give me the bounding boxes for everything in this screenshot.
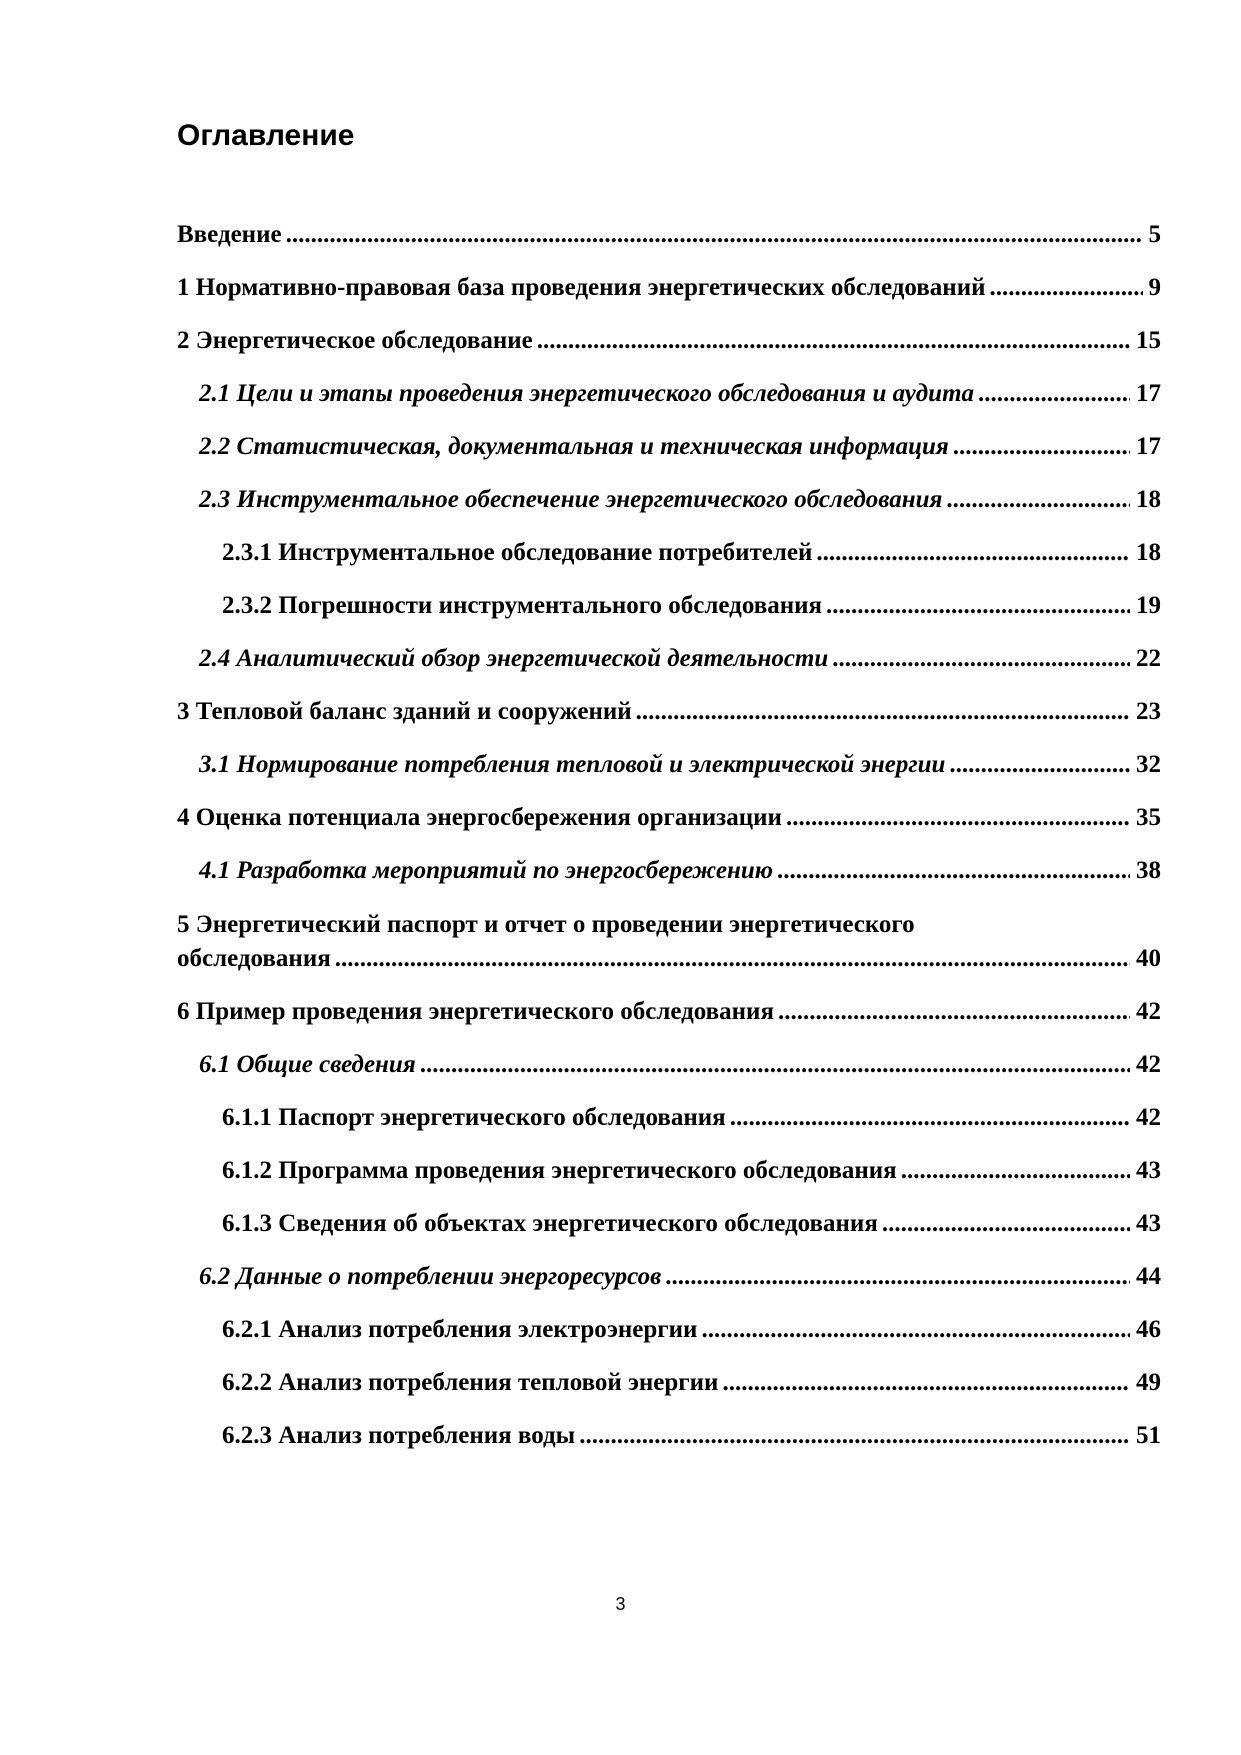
toc-entry[interactable]	[177, 942, 1161, 976]
toc-entry-page: 46	[1136, 1316, 1161, 1343]
toc-dot-leader	[722, 1366, 1130, 1400]
toc-dot-leader	[701, 1313, 1130, 1347]
toc-entry-page: 15	[1136, 327, 1161, 354]
toc-dot-leader	[665, 1260, 1130, 1294]
toc-entry-page: 44	[1136, 1263, 1161, 1290]
toc-dot-leader	[286, 218, 1143, 252]
toc-entry-page: 43	[1136, 1210, 1161, 1237]
toc-entry-title: 6 Пример проведения энергетического обследования	[177, 998, 774, 1025]
toc-dot-leader	[826, 589, 1130, 623]
toc-entry-title: 3.1 Нормирование потребления тепловой и электрической энергии	[199, 751, 946, 778]
toc-entry[interactable]	[199, 748, 1161, 782]
toc-entry-title-line[interactable]: 5 Энергетический паспорт и отчет о проведении энергетического	[177, 911, 915, 938]
toc-dot-leader	[786, 801, 1130, 835]
toc-entry[interactable]	[199, 642, 1161, 676]
toc-dot-leader	[882, 1207, 1130, 1241]
toc-entry-title: 3 Тепловой баланс зданий и сооружений	[177, 698, 632, 725]
toc-entry[interactable]	[199, 377, 1161, 411]
toc-dot-leader	[335, 942, 1130, 976]
toc-entry-title: 6.2.2 Анализ потребления тепловой энергии	[222, 1369, 719, 1396]
toc-entry-title: 2.1 Цели и этапы проведения энергетического обследования и аудита	[199, 380, 975, 407]
toc-entry[interactable]	[222, 1154, 1161, 1188]
toc-dot-leader	[946, 483, 1130, 517]
toc-dot-leader	[420, 1048, 1130, 1082]
toc-entry-title: 2.2 Статистическая, документальная и техническая информация	[199, 433, 949, 460]
toc-entry[interactable]	[177, 995, 1161, 1029]
toc-dot-leader	[816, 536, 1130, 570]
toc-entry[interactable]	[199, 854, 1161, 888]
toc-dot-leader	[730, 1101, 1130, 1135]
toc-entry-title: 6.1.2 Программа проведения энергетического обследования	[222, 1157, 897, 1184]
toc-entry[interactable]	[199, 1260, 1161, 1294]
toc-entry-title: 6.2.3 Анализ потребления воды	[222, 1422, 576, 1449]
toc-entry[interactable]	[177, 695, 1161, 729]
toc-entry-page: 23	[1136, 698, 1161, 725]
toc-entry-page: 38	[1136, 857, 1161, 884]
toc-dot-leader	[949, 748, 1130, 782]
toc-dot-leader	[537, 324, 1130, 358]
toc-entry[interactable]	[222, 1419, 1161, 1453]
toc-entry-page: 19	[1136, 592, 1161, 619]
toc-entry-page: 42	[1136, 998, 1161, 1025]
toc-entry-page: 49	[1136, 1369, 1161, 1396]
toc-entry[interactable]	[222, 1313, 1161, 1347]
toc-entry[interactable]	[222, 1207, 1161, 1241]
toc-entry-page: 40	[1136, 945, 1161, 972]
toc-entry[interactable]	[199, 483, 1161, 517]
toc-entry-page: 17	[1136, 433, 1161, 460]
toc-entry[interactable]	[177, 801, 1161, 835]
toc-entry-title: 2.3 Инструментальное обеспечение энергетического обследования	[199, 486, 943, 513]
toc-entry-title: 6.2 Данные о потреблении энергоресурсов	[199, 1263, 662, 1290]
toc-dot-leader	[901, 1154, 1130, 1188]
toc-entry-page: 18	[1136, 486, 1161, 513]
toc-entry[interactable]	[177, 271, 1161, 305]
toc-entry-title: 1 Нормативно-правовая база проведения энергетических обследований	[177, 274, 986, 301]
toc-entry[interactable]	[222, 536, 1161, 570]
toc-entry-title: 6.1 Общие сведения	[199, 1051, 416, 1078]
toc-dot-leader	[832, 642, 1130, 676]
toc-entry-title: обследования	[177, 945, 331, 972]
toc-entry-title: 6.1.1 Паспорт энергетического обследования	[222, 1104, 726, 1131]
toc-entry-page: 42	[1136, 1104, 1161, 1131]
toc-dot-leader	[953, 430, 1130, 464]
toc-dot-leader	[990, 271, 1143, 305]
toc-entry-page: 17	[1136, 380, 1161, 407]
toc-dot-leader	[777, 854, 1130, 888]
toc-entry[interactable]	[199, 430, 1161, 464]
toc-entry-page: 18	[1136, 539, 1161, 566]
toc-entry-page: 35	[1136, 804, 1161, 831]
toc-entry[interactable]	[177, 324, 1161, 358]
toc-entry-title: 4.1 Разработка мероприятий по энергосбережению	[199, 857, 774, 884]
toc-entry-page: 51	[1136, 1422, 1161, 1449]
toc-dot-leader	[778, 995, 1130, 1029]
toc-dot-leader	[978, 377, 1130, 411]
toc-entry-title: 6.2.1 Анализ потребления электроэнергии	[222, 1316, 698, 1343]
page-title: Оглавление	[177, 119, 355, 152]
toc-entry-page: 42	[1136, 1051, 1161, 1078]
toc-entry[interactable]	[222, 589, 1161, 623]
toc-entry-page: 32	[1136, 751, 1161, 778]
toc-entry-title: 2.4 Аналитический обзор энергетической деятельности	[199, 645, 829, 672]
toc-entry-page: 5	[1148, 221, 1161, 248]
toc-entry-page: 9	[1148, 274, 1161, 301]
toc-entry-title: Введение	[177, 221, 282, 248]
page-number: 3	[615, 1594, 626, 1614]
toc-entry-page: 43	[1136, 1157, 1161, 1184]
toc-entry[interactable]	[199, 1048, 1161, 1082]
toc-entry[interactable]	[177, 218, 1161, 252]
toc-dot-leader	[579, 1419, 1130, 1453]
toc-entry[interactable]	[222, 1101, 1161, 1135]
toc-dot-leader	[636, 695, 1130, 729]
toc-entry-title: 2.3.2 Погрешности инструментального обследования	[222, 592, 823, 619]
toc-entry[interactable]	[222, 1366, 1161, 1400]
toc-entry-title: 4 Оценка потенциала энергосбережения организации	[177, 804, 782, 831]
toc-entry-title: 2.3.1 Инструментальное обследование потребителей	[222, 539, 813, 566]
toc-entry-title: 2 Энергетическое обследование	[177, 327, 533, 354]
toc-entry-page: 22	[1136, 645, 1161, 672]
toc-entry-title: 6.1.3 Сведения об объектах энергетического обследования	[222, 1210, 878, 1237]
